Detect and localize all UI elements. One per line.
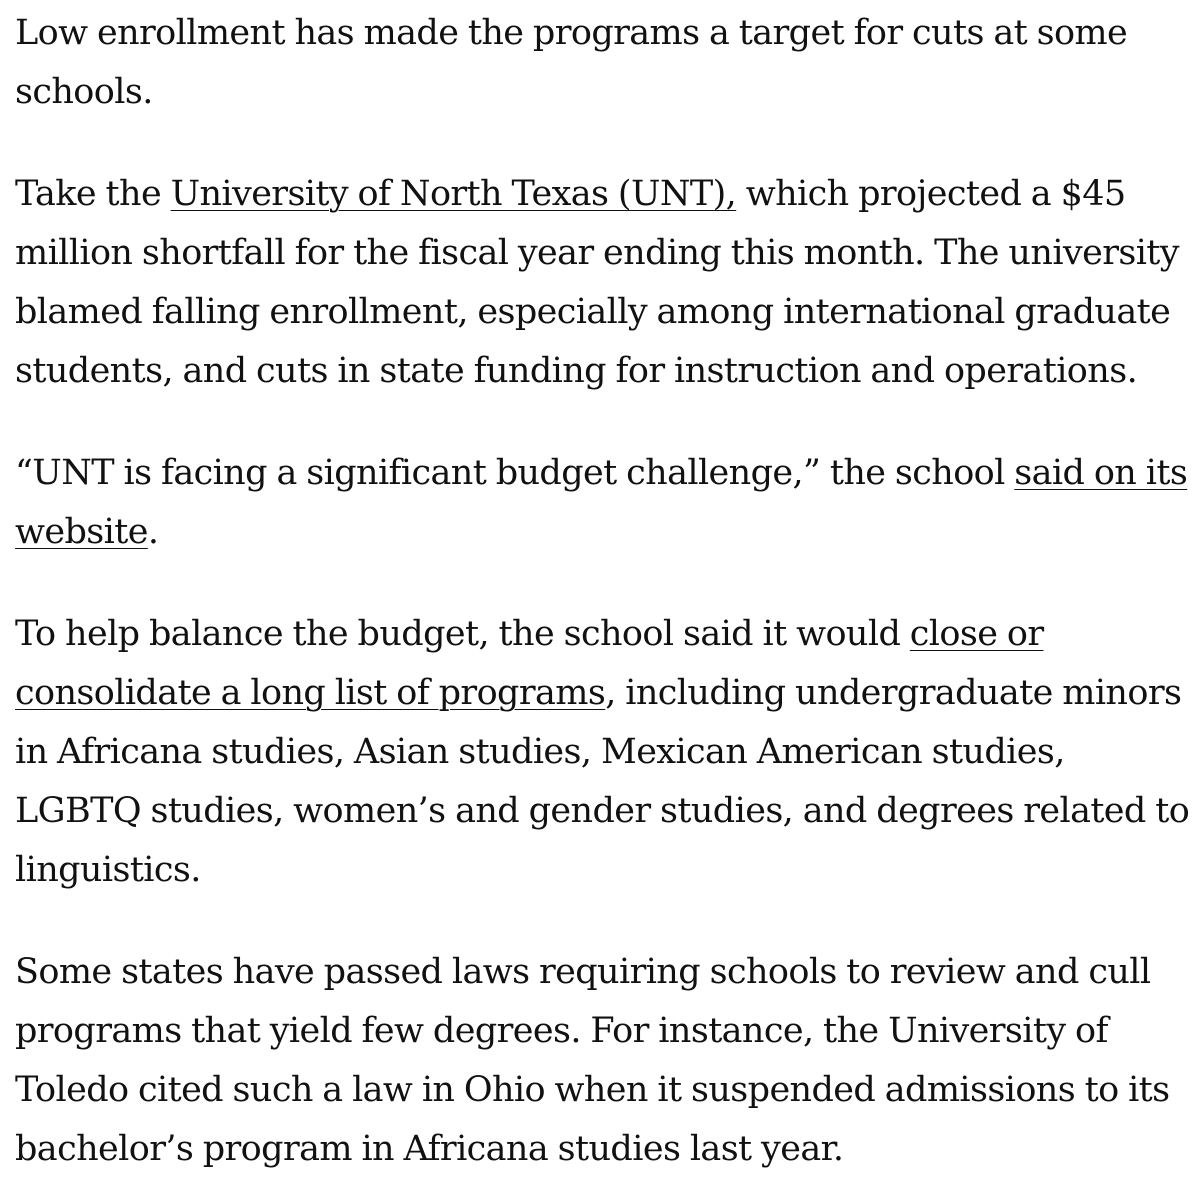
unt-link[interactable]: University of North Texas (UNT), [170, 174, 737, 214]
paragraph-text: Low enrollment has made the programs a target for cuts at some schools. [15, 13, 1128, 112]
paragraph-text: which projected a $45 million shortfall for the fiscal year ending this month. The university blamed falling enrollment, especially among international graduate students, and cuts in state funding for instruction and operations. [15, 174, 1179, 391]
program-list-link[interactable]: close or consolidate a long list of programs [15, 614, 1044, 713]
paragraph-text: Some states have passed laws requiring schools to review and cull programs that yield few degrees. For instance, the University of Toledo cited such a law in Ohio when it suspended admissions to its bachelor’s program in Africana studies last year. [15, 952, 1170, 1169]
paragraph-low-enrollment [15, 4, 1200, 122]
paragraph-text: . [147, 512, 159, 552]
paragraph-state-laws [15, 943, 1200, 1179]
paragraph-text: To help balance the budget, the school said it would [15, 614, 910, 654]
paragraph-unt-shortfall [15, 165, 1200, 401]
paragraph-text: “UNT is facing a significant budget challenge,” the school [15, 453, 1015, 493]
paragraph-text: , including undergraduate minors in Africana studies, Asian studies, Mexican American studies, LGBTQ studies, women’s and gender studies, and degrees related to linguistics. [15, 673, 1190, 890]
paragraph-text: Take the [15, 174, 171, 214]
paragraph-program-cuts [15, 605, 1200, 900]
paragraph-unt-quote [15, 444, 1200, 562]
said-on-website-link[interactable]: said on its website [15, 453, 1188, 552]
